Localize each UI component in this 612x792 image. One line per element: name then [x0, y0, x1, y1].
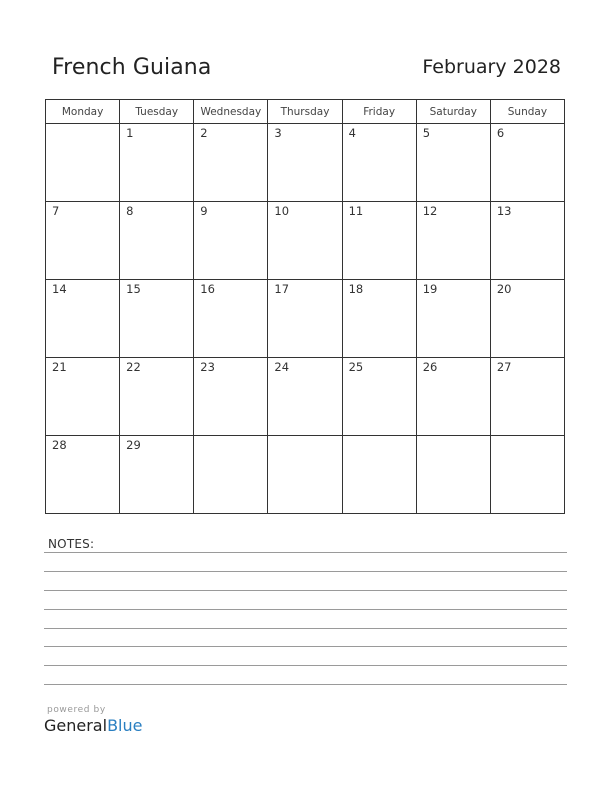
- notes-line: [44, 628, 567, 629]
- day-cell: 5: [416, 124, 490, 202]
- notes-line: [44, 684, 567, 685]
- weekday-header: Thursday: [268, 100, 342, 124]
- notes-line: [44, 571, 567, 572]
- week-row: [46, 202, 565, 280]
- day-cell: [46, 124, 120, 202]
- day-cell: [194, 436, 268, 514]
- weekday-header-row: [46, 100, 565, 124]
- week-row: [46, 358, 565, 436]
- generalblue-logo[interactable]: [44, 716, 142, 735]
- day-cell: 16: [194, 280, 268, 358]
- brand-general-text: General: [44, 716, 108, 735]
- day-cell: 26: [416, 358, 490, 436]
- day-cell: 22: [120, 358, 194, 436]
- calendar-grid: [45, 99, 565, 514]
- notes-line: [44, 590, 567, 591]
- day-cell: 27: [490, 358, 564, 436]
- weekday-header: Saturday: [416, 100, 490, 124]
- day-cell: [490, 436, 564, 514]
- day-cell: [416, 436, 490, 514]
- day-cell: 19: [416, 280, 490, 358]
- day-cell: 7: [46, 202, 120, 280]
- day-cell: 17: [268, 280, 342, 358]
- day-cell: 29: [120, 436, 194, 514]
- day-cell: 6: [490, 124, 564, 202]
- powered-by-text: powered by: [47, 705, 106, 715]
- notes-line: [44, 665, 567, 666]
- day-cell: 2: [194, 124, 268, 202]
- weekday-header: Sunday: [490, 100, 564, 124]
- day-cell: [268, 436, 342, 514]
- day-cell: 3: [268, 124, 342, 202]
- week-row: [46, 124, 565, 202]
- notes-line: [44, 646, 567, 647]
- day-cell: 24: [268, 358, 342, 436]
- day-cell: 9: [194, 202, 268, 280]
- day-cell: 25: [342, 358, 416, 436]
- day-cell: 15: [120, 280, 194, 358]
- day-cell: 13: [490, 202, 564, 280]
- weekday-header: Monday: [46, 100, 120, 124]
- day-cell: 11: [342, 202, 416, 280]
- day-cell: 28: [46, 436, 120, 514]
- brand-blue-text: Blue: [107, 716, 143, 735]
- day-cell: 4: [342, 124, 416, 202]
- notes-line: [44, 609, 567, 610]
- weekday-header: Friday: [342, 100, 416, 124]
- day-cell: [342, 436, 416, 514]
- day-cell: 21: [46, 358, 120, 436]
- weekday-header: Tuesday: [120, 100, 194, 124]
- day-cell: 20: [490, 280, 564, 358]
- week-row: [46, 436, 565, 514]
- calendar-country-title: French Guiana: [52, 55, 212, 80]
- day-cell: 14: [46, 280, 120, 358]
- notes-line: [44, 552, 567, 553]
- notes-label: NOTES:: [48, 537, 95, 551]
- day-cell: 10: [268, 202, 342, 280]
- day-cell: 8: [120, 202, 194, 280]
- day-cell: 1: [120, 124, 194, 202]
- week-row: [46, 280, 565, 358]
- day-cell: 23: [194, 358, 268, 436]
- day-cell: 12: [416, 202, 490, 280]
- day-cell: 18: [342, 280, 416, 358]
- calendar-month-title: February 2028: [422, 56, 561, 78]
- weekday-header: Wednesday: [194, 100, 268, 124]
